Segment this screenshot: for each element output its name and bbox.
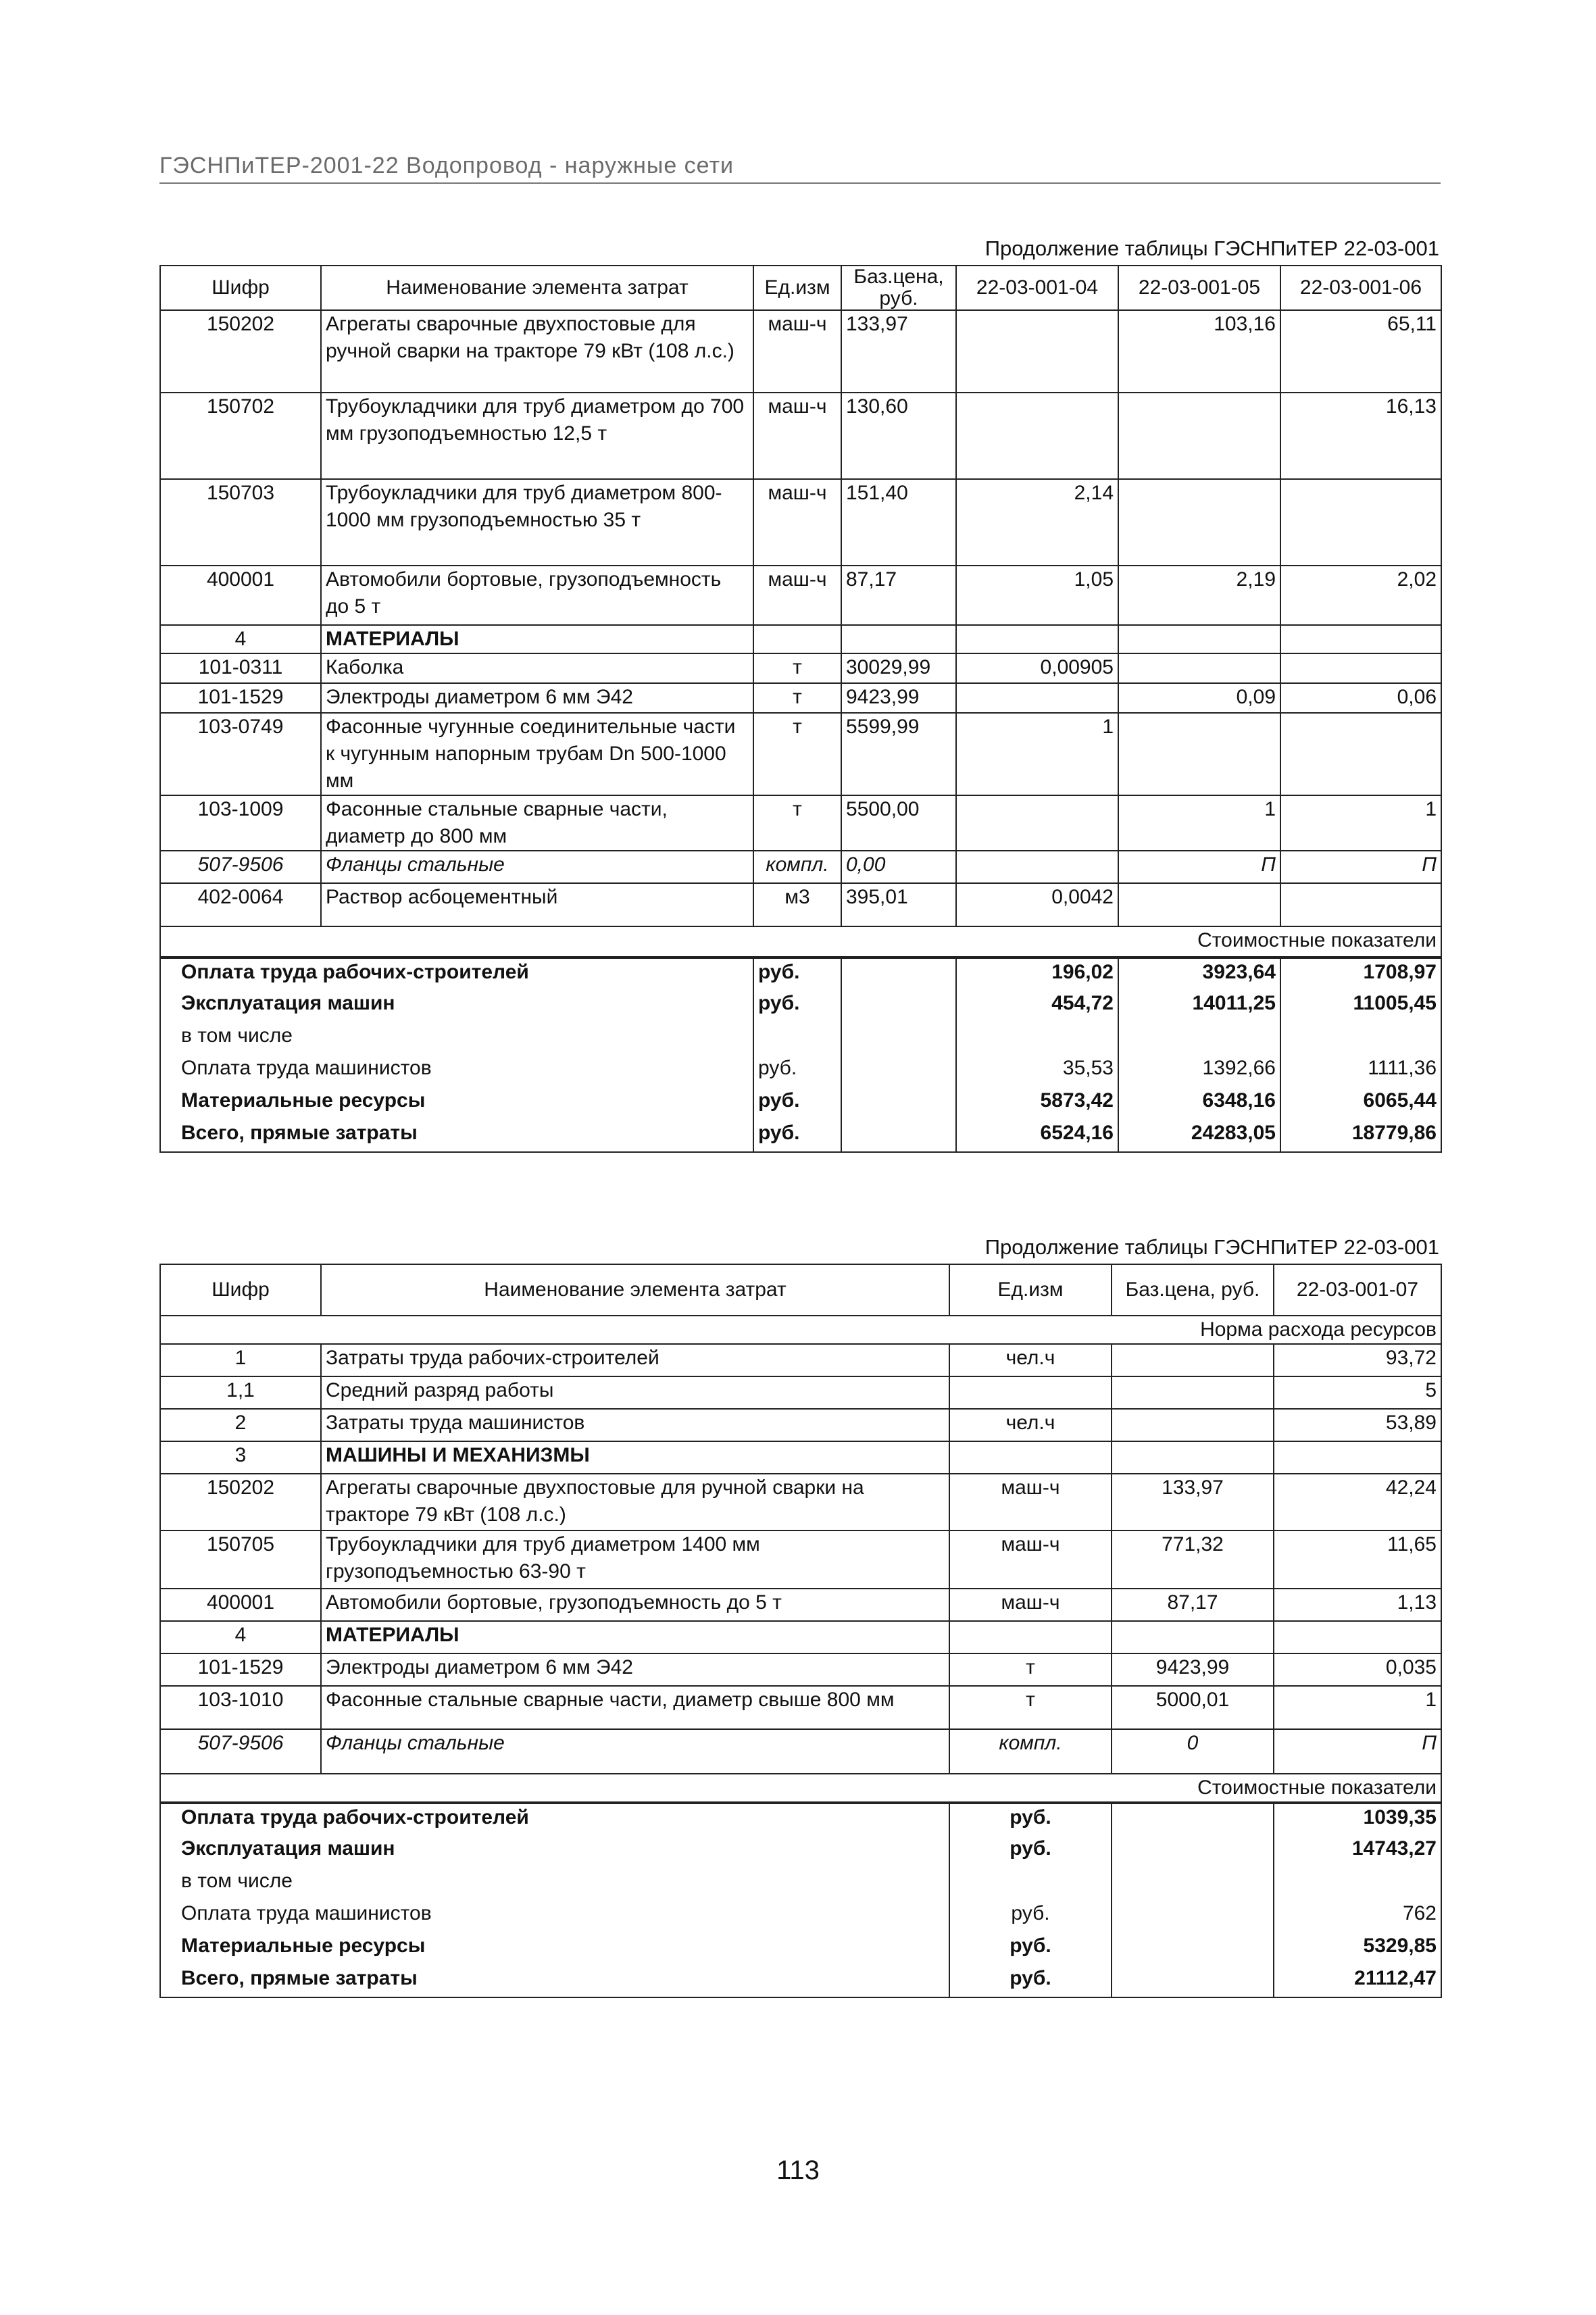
cell-unit: чел.ч bbox=[949, 1409, 1112, 1441]
total-value-4: 5873,42 bbox=[956, 1087, 1118, 1120]
total-value-4: 6524,16 bbox=[956, 1120, 1118, 1152]
col-header-price: Баз.цена, руб. bbox=[841, 266, 956, 310]
cell-price: 5599,99 bbox=[841, 713, 956, 795]
total-value-07: 14743,27 bbox=[1274, 1835, 1441, 1868]
section-row bbox=[160, 1316, 1441, 1344]
total-row bbox=[160, 1120, 1441, 1152]
cell-name: Агрегаты сварочные двухпостовые для ручной сварки на тракторе 79 кВт (108 л.с.) bbox=[321, 310, 753, 393]
col-header-price: Баз.цена, руб. bbox=[1112, 1264, 1274, 1316]
total-value-4 bbox=[956, 1022, 1118, 1055]
total-value-6: 18779,86 bbox=[1280, 1120, 1441, 1152]
total-label: Эксплуатация машин bbox=[160, 1835, 949, 1868]
cell-value-06: 16,13 bbox=[1280, 393, 1441, 479]
total-empty bbox=[1112, 1835, 1274, 1868]
cell-value-05: П bbox=[1118, 851, 1280, 883]
cell-unit bbox=[753, 625, 841, 653]
table-row bbox=[160, 1686, 1441, 1729]
table1-continuation-caption: Продолжение таблицы ГЭСНПиТЕР 22-03-001 bbox=[984, 237, 1439, 260]
total-row bbox=[160, 1055, 1441, 1087]
cell-unit: компл. bbox=[753, 851, 841, 883]
cell-value-04 bbox=[956, 625, 1118, 653]
cell-price: 9423,99 bbox=[841, 683, 956, 713]
cell-code: 150705 bbox=[160, 1530, 321, 1589]
cell-name: Электроды диаметром 6 мм Э42 bbox=[321, 1653, 949, 1686]
cell-value-05 bbox=[1118, 653, 1280, 683]
col-header-unit: Ед.изм bbox=[949, 1264, 1112, 1316]
cell-unit: маш-ч bbox=[949, 1589, 1112, 1621]
total-value-5: 14011,25 bbox=[1118, 990, 1280, 1022]
total-value-6: 1708,97 bbox=[1280, 957, 1441, 990]
total-label: Оплата труда машинистов bbox=[160, 1055, 753, 1087]
total-unit bbox=[753, 1022, 841, 1055]
total-empty bbox=[841, 1087, 956, 1120]
cell-value-04 bbox=[956, 393, 1118, 479]
cell-value-05 bbox=[1118, 625, 1280, 653]
cell-value-07: 11,65 bbox=[1274, 1530, 1441, 1589]
total-label: Оплата труда рабочих-строителей bbox=[160, 957, 753, 990]
cell-price: 133,97 bbox=[841, 310, 956, 393]
total-value-5: 24283,05 bbox=[1118, 1120, 1280, 1152]
cell-value-06: 0,06 bbox=[1280, 683, 1441, 713]
cell-price: 87,17 bbox=[1112, 1589, 1274, 1621]
resource-table-1 bbox=[159, 265, 1442, 1153]
cell-price: 5500,00 bbox=[841, 795, 956, 851]
col-header-name: Наименование элемента затрат bbox=[321, 1264, 949, 1316]
cell-name: МАТЕРИАЛЫ bbox=[321, 625, 753, 653]
total-value-07: 21112,47 bbox=[1274, 1965, 1441, 1997]
table-row bbox=[160, 1474, 1441, 1530]
total-row bbox=[160, 990, 1441, 1022]
total-unit: руб. bbox=[949, 1933, 1112, 1965]
total-value-6 bbox=[1280, 1022, 1441, 1055]
col-header-code: Шифр bbox=[160, 266, 321, 310]
total-unit: руб. bbox=[753, 957, 841, 990]
cell-price: 771,32 bbox=[1112, 1530, 1274, 1589]
cell-code: 150202 bbox=[160, 1474, 321, 1530]
total-label: в том числе bbox=[160, 1868, 949, 1900]
cell-code: 1 bbox=[160, 1344, 321, 1376]
cell-code: 150702 bbox=[160, 393, 321, 479]
total-empty bbox=[1112, 1868, 1274, 1900]
table-row bbox=[160, 1409, 1441, 1441]
total-empty bbox=[1112, 1933, 1274, 1965]
cell-value-06 bbox=[1280, 713, 1441, 795]
total-empty bbox=[841, 1120, 956, 1152]
total-value-07: 762 bbox=[1274, 1900, 1441, 1933]
table-row bbox=[160, 393, 1441, 479]
cell-name: Автомобили бортовые, грузоподъемность до 5 т bbox=[321, 566, 753, 625]
total-empty bbox=[841, 957, 956, 990]
total-unit: руб. bbox=[753, 1087, 841, 1120]
cell-code: 103-0749 bbox=[160, 713, 321, 795]
cell-code: 103-1010 bbox=[160, 1686, 321, 1729]
total-value-4: 35,53 bbox=[956, 1055, 1118, 1087]
cell-value-05: 2,19 bbox=[1118, 566, 1280, 625]
cell-value-05: 1 bbox=[1118, 795, 1280, 851]
cell-price bbox=[1112, 1621, 1274, 1653]
table-row bbox=[160, 1653, 1441, 1686]
header-divider bbox=[159, 182, 1441, 184]
cell-unit: маш-ч bbox=[949, 1474, 1112, 1530]
cell-value-06: П bbox=[1280, 851, 1441, 883]
cell-unit bbox=[949, 1376, 1112, 1409]
cell-code: 3 bbox=[160, 1441, 321, 1474]
total-unit: руб. bbox=[753, 1120, 841, 1152]
cell-name: Затраты труда рабочих-строителей bbox=[321, 1344, 949, 1376]
total-unit: руб. bbox=[753, 990, 841, 1022]
cell-code: 101-1529 bbox=[160, 683, 321, 713]
cell-value-05 bbox=[1118, 713, 1280, 795]
cell-value-06: 65,11 bbox=[1280, 310, 1441, 393]
total-value-6: 11005,45 bbox=[1280, 990, 1441, 1022]
resource-table-2 bbox=[159, 1264, 1442, 1998]
running-header: ГЭСНПиТЕР-2001-22 Водопровод - наружные сети bbox=[159, 153, 734, 178]
col-header-22-03-001-06: 22-03-001-06 bbox=[1280, 266, 1441, 310]
total-unit: руб. bbox=[949, 1803, 1112, 1835]
cell-code: 4 bbox=[160, 625, 321, 653]
total-value-5: 6348,16 bbox=[1118, 1087, 1280, 1120]
cell-value-04 bbox=[956, 851, 1118, 883]
table-row bbox=[160, 310, 1441, 393]
total-label: Оплата труда рабочих-строителей bbox=[160, 1803, 949, 1835]
cell-unit: маш-ч bbox=[753, 310, 841, 393]
total-unit: руб. bbox=[949, 1965, 1112, 1997]
cell-value-07: 5 bbox=[1274, 1376, 1441, 1409]
cell-name: МАТЕРИАЛЫ bbox=[321, 1621, 949, 1653]
cell-code: 400001 bbox=[160, 566, 321, 625]
col-header-22-03-001-07: 22-03-001-07 bbox=[1274, 1264, 1441, 1316]
section-label: Стоимостные показатели bbox=[160, 1774, 1441, 1803]
total-label: в том числе bbox=[160, 1022, 753, 1055]
total-unit: руб. bbox=[949, 1900, 1112, 1933]
cell-value-05: 0,09 bbox=[1118, 683, 1280, 713]
cell-price: 133,97 bbox=[1112, 1474, 1274, 1530]
total-unit: руб. bbox=[949, 1835, 1112, 1868]
table-row bbox=[160, 1530, 1441, 1589]
cell-price bbox=[1112, 1441, 1274, 1474]
table-row bbox=[160, 1589, 1441, 1621]
cell-name: Фланцы стальные bbox=[321, 1729, 949, 1774]
total-empty bbox=[1112, 1803, 1274, 1835]
section-label: Норма расхода ресурсов bbox=[160, 1316, 1441, 1344]
total-label: Всего, прямые затраты bbox=[160, 1965, 949, 1997]
cell-value-07 bbox=[1274, 1441, 1441, 1474]
cell-value-04: 2,14 bbox=[956, 479, 1118, 566]
table-row bbox=[160, 1441, 1441, 1474]
cell-value-07: П bbox=[1274, 1729, 1441, 1774]
table-header-row bbox=[160, 266, 1441, 310]
total-unit bbox=[949, 1868, 1112, 1900]
cell-value-05: 103,16 bbox=[1118, 310, 1280, 393]
table-row bbox=[160, 795, 1441, 851]
total-value-6: 1111,36 bbox=[1280, 1055, 1441, 1087]
total-value-5: 3923,64 bbox=[1118, 957, 1280, 990]
table-row bbox=[160, 683, 1441, 713]
table2-continuation-caption: Продолжение таблицы ГЭСНПиТЕР 22-03-001 bbox=[984, 1235, 1439, 1259]
table-row bbox=[160, 851, 1441, 883]
total-value-4: 454,72 bbox=[956, 990, 1118, 1022]
table-row bbox=[160, 1376, 1441, 1409]
total-row bbox=[160, 1900, 1441, 1933]
cell-name: Трубоукладчики для труб диаметром до 700 мм грузоподъемностью 12,5 т bbox=[321, 393, 753, 479]
cell-name: Каболка bbox=[321, 653, 753, 683]
cell-code: 101-1529 bbox=[160, 1653, 321, 1686]
cell-price: 87,17 bbox=[841, 566, 956, 625]
cell-code: 4 bbox=[160, 1621, 321, 1653]
cell-unit: маш-ч bbox=[753, 566, 841, 625]
cell-code: 402-0064 bbox=[160, 883, 321, 926]
total-row bbox=[160, 1022, 1441, 1055]
cell-name: Фасонные стальные сварные части, диаметр до 800 мм bbox=[321, 795, 753, 851]
cell-price: 151,40 bbox=[841, 479, 956, 566]
cell-unit: т bbox=[753, 713, 841, 795]
cell-price: 30029,99 bbox=[841, 653, 956, 683]
section-row bbox=[160, 1774, 1441, 1803]
cell-value-04: 1,05 bbox=[956, 566, 1118, 625]
col-header-name: Наименование элемента затрат bbox=[321, 266, 753, 310]
cell-name: Затраты труда машинистов bbox=[321, 1409, 949, 1441]
table-row bbox=[160, 713, 1441, 795]
cell-price bbox=[1112, 1376, 1274, 1409]
cell-price: 5000,01 bbox=[1112, 1686, 1274, 1729]
cell-name: Раствор асбоцементный bbox=[321, 883, 753, 926]
cell-code: 507-9506 bbox=[160, 1729, 321, 1774]
cell-value-05 bbox=[1118, 883, 1280, 926]
total-empty bbox=[841, 1022, 956, 1055]
total-value-07: 5329,85 bbox=[1274, 1933, 1441, 1965]
table-row bbox=[160, 1621, 1441, 1653]
cell-price: 395,01 bbox=[841, 883, 956, 926]
cell-value-07 bbox=[1274, 1621, 1441, 1653]
table-row bbox=[160, 566, 1441, 625]
cell-unit: м3 bbox=[753, 883, 841, 926]
cell-unit: т bbox=[753, 653, 841, 683]
cell-value-04: 0,0042 bbox=[956, 883, 1118, 926]
cell-name: Трубоукладчики для труб диаметром 1400 мм грузоподъемностью 63-90 т bbox=[321, 1530, 949, 1589]
table-row bbox=[160, 883, 1441, 926]
cell-unit bbox=[949, 1621, 1112, 1653]
total-unit: руб. bbox=[753, 1055, 841, 1087]
cell-price: 0 bbox=[1112, 1729, 1274, 1774]
cell-unit: т bbox=[753, 683, 841, 713]
table-row bbox=[160, 479, 1441, 566]
cell-unit: компл. bbox=[949, 1729, 1112, 1774]
col-header-code: Шифр bbox=[160, 1264, 321, 1316]
cell-code: 150202 bbox=[160, 310, 321, 393]
cell-name: Фланцы стальные bbox=[321, 851, 753, 883]
cell-value-06: 1 bbox=[1280, 795, 1441, 851]
total-row bbox=[160, 957, 1441, 990]
total-value-5: 1392,66 bbox=[1118, 1055, 1280, 1087]
cell-name: МАШИНЫ И МЕХАНИЗМЫ bbox=[321, 1441, 949, 1474]
section-label: Стоимостные показатели bbox=[160, 926, 1441, 957]
cell-code: 150703 bbox=[160, 479, 321, 566]
cell-code: 101-0311 bbox=[160, 653, 321, 683]
cell-value-06 bbox=[1280, 883, 1441, 926]
cell-value-05 bbox=[1118, 393, 1280, 479]
cell-price: 130,60 bbox=[841, 393, 956, 479]
total-value-5 bbox=[1118, 1022, 1280, 1055]
total-row bbox=[160, 1868, 1441, 1900]
cell-value-06: 2,02 bbox=[1280, 566, 1441, 625]
cell-price: 0,00 bbox=[841, 851, 956, 883]
total-label: Оплата труда машинистов bbox=[160, 1900, 949, 1933]
cell-code: 507-9506 bbox=[160, 851, 321, 883]
cell-value-04: 1 bbox=[956, 713, 1118, 795]
total-row bbox=[160, 1933, 1441, 1965]
total-value-07: 1039,35 bbox=[1274, 1803, 1441, 1835]
cell-value-04 bbox=[956, 683, 1118, 713]
cell-value-04 bbox=[956, 795, 1118, 851]
cell-name: Автомобили бортовые, грузоподъемность до 5 т bbox=[321, 1589, 949, 1621]
cell-code: 1,1 bbox=[160, 1376, 321, 1409]
total-empty bbox=[1112, 1900, 1274, 1933]
cell-unit: т bbox=[949, 1653, 1112, 1686]
cell-value-07: 1,13 bbox=[1274, 1589, 1441, 1621]
cell-name: Средний разряд работы bbox=[321, 1376, 949, 1409]
total-label: Материальные ресурсы bbox=[160, 1087, 753, 1120]
cell-name: Агрегаты сварочные двухпостовые для ручной сварки на тракторе 79 кВт (108 л.с.) bbox=[321, 1474, 949, 1530]
cell-value-06 bbox=[1280, 653, 1441, 683]
cell-name: Электроды диаметром 6 мм Э42 bbox=[321, 683, 753, 713]
cell-unit: маш-ч bbox=[753, 479, 841, 566]
cell-price bbox=[1112, 1409, 1274, 1441]
col-header-22-03-001-05: 22-03-001-05 bbox=[1118, 266, 1280, 310]
cell-name: Фасонные чугунные соединительные части к чугунным напорным трубам Dn 500-1000 мм bbox=[321, 713, 753, 795]
cell-unit bbox=[949, 1441, 1112, 1474]
total-label: Эксплуатация машин bbox=[160, 990, 753, 1022]
cell-code: 103-1009 bbox=[160, 795, 321, 851]
table-row bbox=[160, 653, 1441, 683]
cell-price bbox=[841, 625, 956, 653]
section-row bbox=[160, 926, 1441, 957]
total-value-07 bbox=[1274, 1868, 1441, 1900]
total-label: Всего, прямые затраты bbox=[160, 1120, 753, 1152]
total-value-6: 6065,44 bbox=[1280, 1087, 1441, 1120]
cell-unit: чел.ч bbox=[949, 1344, 1112, 1376]
cell-value-07: 1 bbox=[1274, 1686, 1441, 1729]
table-row bbox=[160, 625, 1441, 653]
col-header-unit: Ед.изм bbox=[753, 266, 841, 310]
cell-unit: т bbox=[753, 795, 841, 851]
cell-price: 9423,99 bbox=[1112, 1653, 1274, 1686]
cell-code: 400001 bbox=[160, 1589, 321, 1621]
total-empty bbox=[1112, 1965, 1274, 1997]
cell-value-04: 0,00905 bbox=[956, 653, 1118, 683]
col-header-22-03-001-04: 22-03-001-04 bbox=[956, 266, 1118, 310]
cell-value-04 bbox=[956, 310, 1118, 393]
total-empty bbox=[841, 1055, 956, 1087]
cell-price bbox=[1112, 1344, 1274, 1376]
cell-unit: маш-ч bbox=[949, 1530, 1112, 1589]
total-row bbox=[160, 1965, 1441, 1997]
cell-value-05 bbox=[1118, 479, 1280, 566]
cell-value-06 bbox=[1280, 625, 1441, 653]
total-row bbox=[160, 1087, 1441, 1120]
cell-value-07: 93,72 bbox=[1274, 1344, 1441, 1376]
cell-name: Трубоукладчики для труб диаметром 800-1000 мм грузоподъемностью 35 т bbox=[321, 479, 753, 566]
cell-unit: маш-ч bbox=[753, 393, 841, 479]
table-row bbox=[160, 1729, 1441, 1774]
total-row bbox=[160, 1835, 1441, 1868]
cell-name: Фасонные стальные сварные части, диаметр свыше 800 мм bbox=[321, 1686, 949, 1729]
cell-value-07: 42,24 bbox=[1274, 1474, 1441, 1530]
total-row bbox=[160, 1803, 1441, 1835]
cell-value-07: 53,89 bbox=[1274, 1409, 1441, 1441]
cell-code: 2 bbox=[160, 1409, 321, 1441]
table-header-row bbox=[160, 1264, 1441, 1316]
cell-value-07: 0,035 bbox=[1274, 1653, 1441, 1686]
table-row bbox=[160, 1344, 1441, 1376]
total-label: Материальные ресурсы bbox=[160, 1933, 949, 1965]
cell-unit: т bbox=[949, 1686, 1112, 1729]
page-number: 113 bbox=[776, 2156, 820, 2185]
total-value-4: 196,02 bbox=[956, 957, 1118, 990]
cell-value-06 bbox=[1280, 479, 1441, 566]
total-empty bbox=[841, 990, 956, 1022]
